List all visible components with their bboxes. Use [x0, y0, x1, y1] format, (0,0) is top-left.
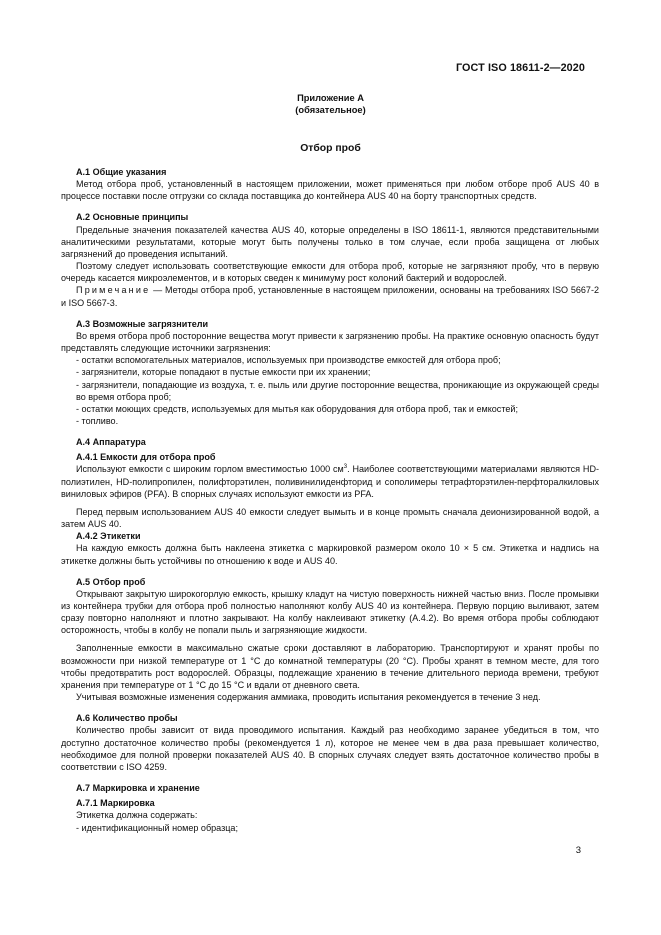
- heading-a4-1: А.4.1 Емкости для отбора проб: [76, 452, 216, 463]
- heading-a5: А.5 Отбор проб: [76, 576, 146, 587]
- annex-status: (обязательное): [295, 105, 366, 115]
- paragraph-a4-1-2: Перед первым использованием AUS 40 емкости следует вымыть и в конце промыть сначала деионизированной водой, а затем AUS 40.: [61, 506, 599, 530]
- section-title: Отбор проб: [300, 143, 361, 154]
- list-item: - остатки вспомогательных материалов, используемых при производстве емкостей для отбора проб;: [76, 355, 501, 366]
- standard-code: ГОСТ ISO 18611-2—2020: [455, 62, 585, 74]
- list-item: - загрязнители, попадающие из воздуха, т. е. пыль или другие посторонние вещества, проникающие из окружающей среды во время отбора проб;: [76, 379, 599, 402]
- list-item: - идентификационный номер образца;: [76, 822, 238, 833]
- paragraph-a5-2: Заполненные емкости в максимально сжатые сроки доставляют в лабораторию. Транспортируют и хранят пробы по возможности при низкой температуре от 1 °С до комнатной температуры (20 °С). Пробы хранят в темном месте, для того чтобы предотвратить рост водорослей. Образцы, подлежащие хранению в течение длительного периода времени, требуют хранения при температуре от 1 °С до 15 °С и вдали от дневного света.: [61, 643, 599, 690]
- superscript-3: 3: [343, 464, 348, 471]
- list-item: - топливо.: [76, 415, 119, 426]
- paragraph-a7-1-intro: Этикетка должна содержать:: [76, 810, 198, 821]
- heading-a7: А.7 Маркировка и хранение: [76, 783, 200, 794]
- paragraph-a4-1-1-start: Используют емкости с широким горлом вместимостью 1000 см: [76, 464, 344, 475]
- heading-a1: А.1 Общие указания: [76, 167, 167, 177]
- paragraph-a4-1-1-end: . Наиболее соответствующими материалами являются HD-полиэтилен, HD-полипропилен, полифторэтилен, поливинилиденфторид и сополимеры тетрафторэтилен-перфторалкиловых виниловых эфиров (PFA). В спорных случаях используют емкости из PFA.: [61, 464, 599, 499]
- paragraph-a2-2: Поэтому следует использовать соответствующие емкости для отбора проб, которые не загрязняют пробу, что в первую очередь касается микроэлементов, и в которых сведен к минимуму рост колоний бактерий и водорослей.: [61, 261, 599, 284]
- page-number: 3: [575, 845, 581, 856]
- heading-a7-1: А.7.1 Маркировка: [76, 798, 155, 809]
- paragraph-a1: Метод отбора проб, установленный в настоящем приложении, может применяться при любом отборе проб AUS 40 в процессе поставки после отгрузки со склада поставщика до контейнера AUS 40 на борту транспортных средств.: [61, 179, 599, 202]
- paragraph-a5-1: Открывают закрытую широкогорлую емкость, крышку кладут на чистую поверхность нижней частью вниз. После промывки из контейнера трубки для отбора проб полностью наполняют колбу AUS 40 из контейнера. Первую порцию выливают, затем сразу повторно наполняют и плотно закрывают. На колбу наклеивают этикетку (А.4.2). Во время отбора пробы соблюдают осторожность, чтобы в колбу не попали пыль и загрязняющие жидкости.: [61, 588, 599, 636]
- paragraph-a4-2: На каждую емкость должна быть наклеена этикетка с маркировкой размером около 10 × 5 см. Этикетка и надпись на этикетке должны быть устойчивы по отношению к воде и AUS 40.: [61, 543, 599, 566]
- heading-a4: А.4 Аппаратура: [76, 437, 146, 448]
- document-body: [61, 166, 599, 834]
- annex-title: Приложение А: [297, 93, 364, 103]
- list-item: - остатки моющих средств, используемых для мытья как оборудования для отбора проб, так и емкостей;: [76, 403, 518, 414]
- heading-a4-2: А.4.2 Этикетки: [76, 531, 141, 542]
- note-text: — Методы отбора проб, установленные в настоящем приложении, основаны на требованиях ISO 5667-2 и ISO 5667-3.: [61, 285, 599, 308]
- heading-a3: А.3 Возможные загрязнители: [76, 318, 209, 329]
- heading-a6: А.6 Количество пробы: [76, 713, 178, 724]
- paragraph-a5-3: Учитывая возможные изменения содержания аммиака, проводить испытания рекомендуется в течение 3 нед.: [76, 692, 541, 703]
- annex-title-block: [0, 92, 661, 116]
- note-a2: [61, 284, 599, 308]
- paragraph-a2-1: Предельные значения показателей качества AUS 40, которые определены в ISO 18611-1, являются представительными аналитическими результатами, которые могут быть получены только в том случае, если проба защищена от любых загрязнений до проведения испытаний.: [61, 224, 599, 259]
- heading-a2: А.2 Основные принципы: [76, 212, 189, 223]
- paragraph-a4-1-1: [61, 463, 599, 499]
- note-label: Примечание: [76, 285, 151, 296]
- paragraph-a3-intro: Во время отбора проб посторонние вещества могут привести к загрязнению пробы. На практике основную опасность будут представлять следующие источники загрязнения:: [61, 330, 599, 354]
- paragraph-a6: Количество пробы зависит от вида проводимого испытания. Каждый раз необходимо заранее убедиться в том, что доступно достаточное количество пробы (рекомендуется 1 л), которое не менее чем в два раза превышает количество, необходимое для полной проверки показателей AUS 40. В спорных случаях следует взять достаточное количество пробы в соответствии с ISO 4259.: [61, 725, 599, 772]
- list-item: - загрязнители, которые попадают в пустые емкости при их хранении;: [76, 367, 371, 378]
